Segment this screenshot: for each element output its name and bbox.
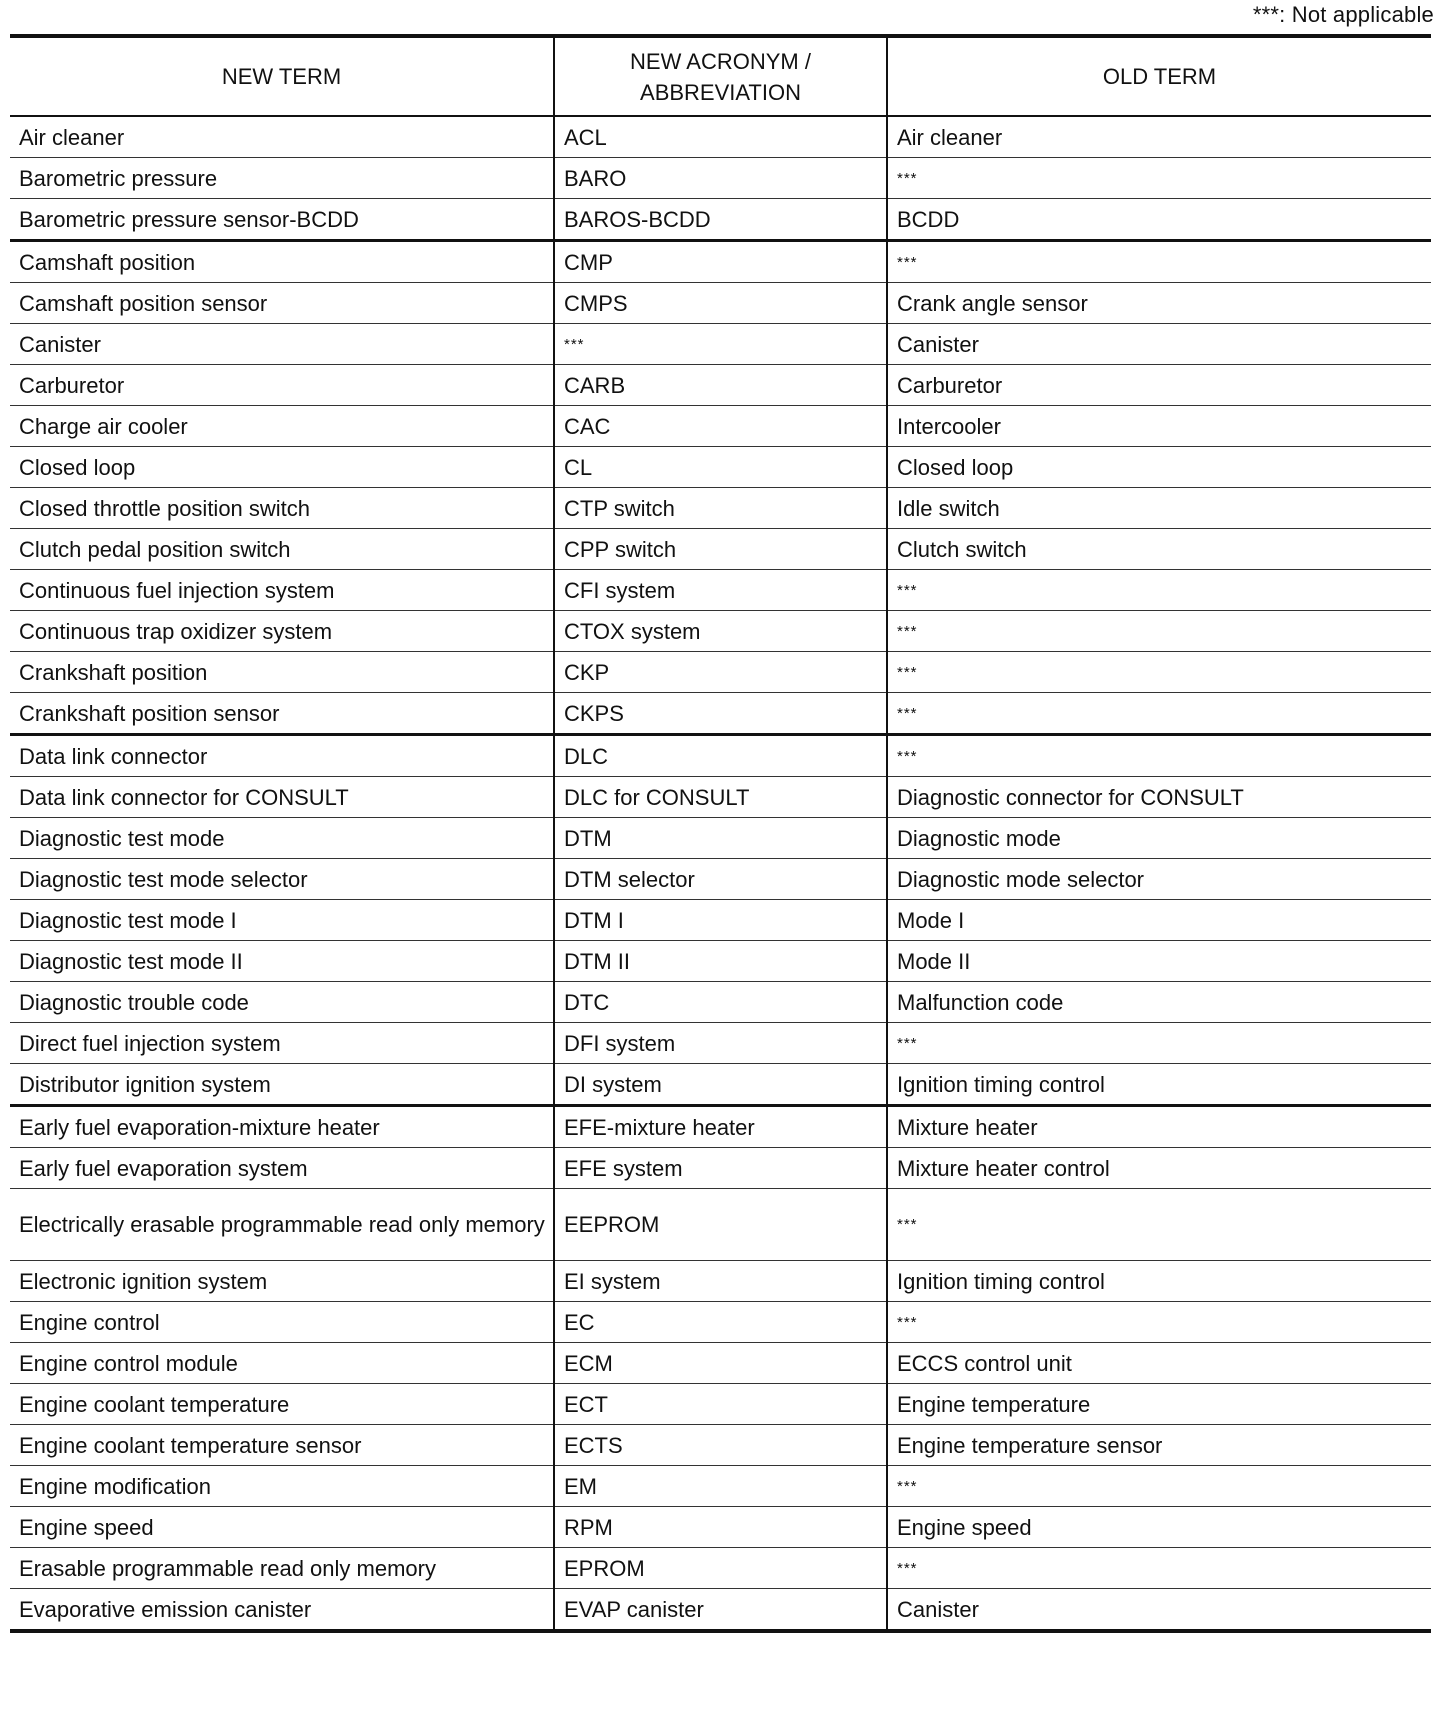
- old-term-cell: Intercooler: [887, 406, 1431, 447]
- new-term-cell: Diagnostic trouble code: [10, 982, 554, 1023]
- table-row: [10, 1384, 1431, 1425]
- table-row: [10, 199, 1431, 241]
- table-row: [10, 818, 1431, 859]
- acronym-cell: EFE system: [554, 1148, 887, 1189]
- table-row: [10, 611, 1431, 652]
- acronym-cell: CKP: [554, 652, 887, 693]
- header-new-acronym: [554, 36, 887, 116]
- table-row: [10, 324, 1431, 365]
- old-term-cell: Engine temperature: [887, 1384, 1431, 1425]
- table-row: [10, 1548, 1431, 1589]
- new-term-cell: Diagnostic test mode selector: [10, 859, 554, 900]
- table-row: [10, 941, 1431, 982]
- old-term-cell: ***: [887, 570, 1431, 611]
- acronym-cell: EI system: [554, 1261, 887, 1302]
- new-term-cell: Engine coolant temperature: [10, 1384, 554, 1425]
- table-row: [10, 1302, 1431, 1343]
- old-term-cell: ***: [887, 1548, 1431, 1589]
- old-term-cell: ***: [887, 241, 1431, 283]
- acronym-cell: CMPS: [554, 283, 887, 324]
- acronym-cell: DLC: [554, 735, 887, 777]
- old-term-cell: Clutch switch: [887, 529, 1431, 570]
- new-term-cell: Closed loop: [10, 447, 554, 488]
- new-term-cell: Diagnostic test mode II: [10, 941, 554, 982]
- new-term-cell: Closed throttle position switch: [10, 488, 554, 529]
- old-term-cell: Air cleaner: [887, 116, 1431, 158]
- new-term-cell: Evaporative emission canister: [19, 1596, 312, 1622]
- acronym-cell: CTP switch: [554, 488, 887, 529]
- new-term-cell: Continuous trap oxidizer system: [10, 611, 554, 652]
- old-term-cell: Closed loop: [887, 447, 1431, 488]
- table-row: [10, 1507, 1431, 1548]
- old-term-cell: ***: [887, 735, 1431, 777]
- table-row: [10, 1425, 1431, 1466]
- header-new-acronym-line2: ABBREVIATION: [640, 79, 801, 105]
- table-row: [10, 1261, 1431, 1302]
- acronym-cell: EM: [554, 1466, 887, 1507]
- old-term-cell: ***: [887, 611, 1431, 652]
- acronym-cell: CTOX system: [554, 611, 887, 652]
- new-term-cell: Data link connector for CONSULT: [10, 777, 554, 818]
- old-term-cell: ECCS control unit: [887, 1343, 1431, 1384]
- header-new-term: NEW TERM: [10, 36, 554, 116]
- acronym-cell: CFI system: [554, 570, 887, 611]
- acronym-cell: BAROS-BCDD: [554, 199, 887, 241]
- acronym-cell: DTC: [554, 982, 887, 1023]
- old-term-cell: Crank angle sensor: [887, 283, 1431, 324]
- new-term-cell: Electrically erasable programmable read only memory: [10, 1189, 554, 1261]
- table-row: [10, 1189, 1431, 1261]
- acronym-cell: CARB: [554, 365, 887, 406]
- old-term-cell: BCDD: [887, 199, 1431, 241]
- old-term-cell: Diagnostic mode selector: [887, 859, 1431, 900]
- old-term-cell: Mode II: [887, 941, 1431, 982]
- table-row: [10, 365, 1431, 406]
- table-row: [10, 116, 1431, 158]
- new-term-cell: Crankshaft position sensor: [10, 693, 554, 735]
- new-term-cell: Early fuel evaporation system: [10, 1148, 554, 1189]
- old-term-cell: Diagnostic connector for CONSULT: [887, 777, 1431, 818]
- table-row: [10, 283, 1431, 324]
- old-term-cell: Canister: [887, 324, 1431, 365]
- terminology-table: [10, 34, 1431, 1633]
- acronym-cell: EPROM: [554, 1548, 887, 1589]
- table-row: [10, 777, 1431, 818]
- acronym-cell: CMP: [554, 241, 887, 283]
- table-row: [10, 1148, 1431, 1189]
- table-row: [10, 693, 1431, 735]
- table-row: [10, 1106, 1431, 1148]
- table-row: [10, 859, 1431, 900]
- old-term-cell: ***: [887, 1466, 1431, 1507]
- acronym-cell: CL: [554, 447, 887, 488]
- old-term-cell: Malfunction code: [887, 982, 1431, 1023]
- new-term-cell: Engine control module: [10, 1343, 554, 1384]
- old-term-cell: Engine temperature sensor: [887, 1425, 1431, 1466]
- table-row: [10, 1064, 1431, 1106]
- acronym-cell: CAC: [554, 406, 887, 447]
- old-term-cell: ***: [887, 158, 1431, 199]
- new-term-cell: Barometric pressure: [10, 158, 554, 199]
- acronym-cell: ECT: [554, 1384, 887, 1425]
- header-row: [10, 36, 1431, 116]
- new-term-cell: Charge air cooler: [10, 406, 554, 447]
- table-row: [10, 406, 1431, 447]
- new-term-cell: Camshaft position sensor: [10, 283, 554, 324]
- acronym-cell: DTM II: [554, 941, 887, 982]
- acronym-cell: ECTS: [554, 1425, 887, 1466]
- table-row: [10, 447, 1431, 488]
- new-term-cell: Carburetor: [10, 365, 554, 406]
- acronym-cell: DTM: [554, 818, 887, 859]
- table-row: [10, 900, 1431, 941]
- new-term-cell: Canister: [10, 324, 554, 365]
- table-row: [10, 158, 1431, 199]
- not-applicable-note: ***: Not applicable: [1252, 2, 1434, 27]
- new-term-cell: Diagnostic test mode: [10, 818, 554, 859]
- table-row: [10, 735, 1431, 777]
- acronym-cell: ECM: [554, 1343, 887, 1384]
- new-term-cell: Continuous fuel injection system: [10, 570, 554, 611]
- table-row: [10, 529, 1431, 570]
- header-old-term: OLD TERM: [887, 36, 1431, 116]
- old-term-cell: Carburetor: [887, 365, 1431, 406]
- new-term-cell: Diagnostic test mode I: [10, 900, 554, 941]
- acronym-cell: EC: [554, 1302, 887, 1343]
- acronym-cell: CKPS: [554, 693, 887, 735]
- acronym-cell: ***: [554, 324, 887, 365]
- acronym-cell: DFI system: [554, 1023, 887, 1064]
- new-term-cell: Clutch pedal position switch: [10, 529, 554, 570]
- new-term-cell: Direct fuel injection system: [10, 1023, 554, 1064]
- acronym-cell: BARO: [554, 158, 887, 199]
- old-term-cell: ***: [887, 693, 1431, 735]
- old-term-cell: Engine speed: [887, 1507, 1431, 1548]
- header-new-acronym-line1: NEW ACRONYM /: [630, 48, 811, 74]
- new-term-cell: Erasable programmable read only memory: [10, 1548, 554, 1589]
- table-row: [10, 1466, 1431, 1507]
- new-term-cell: Data link connector: [10, 735, 554, 777]
- old-term-cell: Mixture heater control: [887, 1148, 1431, 1189]
- old-term-cell: Mode I: [887, 900, 1431, 941]
- table-row: [10, 1023, 1431, 1064]
- new-term-cell: Camshaft position: [10, 241, 554, 283]
- acronym-cell: DLC for CONSULT: [554, 777, 887, 818]
- acronym-cell: DTM I: [554, 900, 887, 941]
- table-row: [10, 1343, 1431, 1384]
- table-row: [10, 241, 1431, 283]
- acronym-cell: CPP switch: [554, 529, 887, 570]
- new-term-cell: Early fuel evaporation-mixture heater: [10, 1106, 554, 1148]
- table-row: [10, 1589, 1431, 1632]
- new-term-cell: Distributor ignition system: [10, 1064, 554, 1106]
- acronym-cell: EFE-mixture heater: [554, 1106, 887, 1148]
- old-term-cell: Idle switch: [887, 488, 1431, 529]
- new-term-cell: Engine coolant temperature sensor: [10, 1425, 554, 1466]
- old-term-cell: ***: [887, 1302, 1431, 1343]
- acronym-cell: RPM: [554, 1507, 887, 1548]
- old-term-cell: ***: [887, 1189, 1431, 1261]
- old-term-cell: Ignition timing control: [887, 1261, 1431, 1302]
- old-term-cell: Ignition timing control: [887, 1064, 1431, 1106]
- new-term-cell: Air cleaner: [10, 116, 554, 158]
- new-term-cell: Electronic ignition system: [10, 1261, 554, 1302]
- new-term-cell: Barometric pressure sensor-BCDD: [10, 199, 554, 241]
- table-row: [10, 488, 1431, 529]
- acronym-cell: DI system: [554, 1064, 887, 1106]
- old-term-cell: ***: [887, 1023, 1431, 1064]
- old-term-cell: Mixture heater: [887, 1106, 1431, 1148]
- new-term-cell: Engine speed: [10, 1507, 554, 1548]
- acronym-cell: ACL: [554, 116, 887, 158]
- old-term-cell: Diagnostic mode: [887, 818, 1431, 859]
- table-row: [10, 570, 1431, 611]
- acronym-cell: EVAP canister: [554, 1589, 887, 1632]
- old-term-cell: ***: [887, 652, 1431, 693]
- new-term-cell: Crankshaft position: [10, 652, 554, 693]
- old-term-cell: Canister: [887, 1589, 1431, 1632]
- table-row: [10, 982, 1431, 1023]
- table-row: [10, 652, 1431, 693]
- new-term-cell: Engine control: [10, 1302, 554, 1343]
- acronym-cell: EEPROM: [554, 1189, 887, 1261]
- acronym-cell: DTM selector: [554, 859, 887, 900]
- new-term-cell: Engine modification: [10, 1466, 554, 1507]
